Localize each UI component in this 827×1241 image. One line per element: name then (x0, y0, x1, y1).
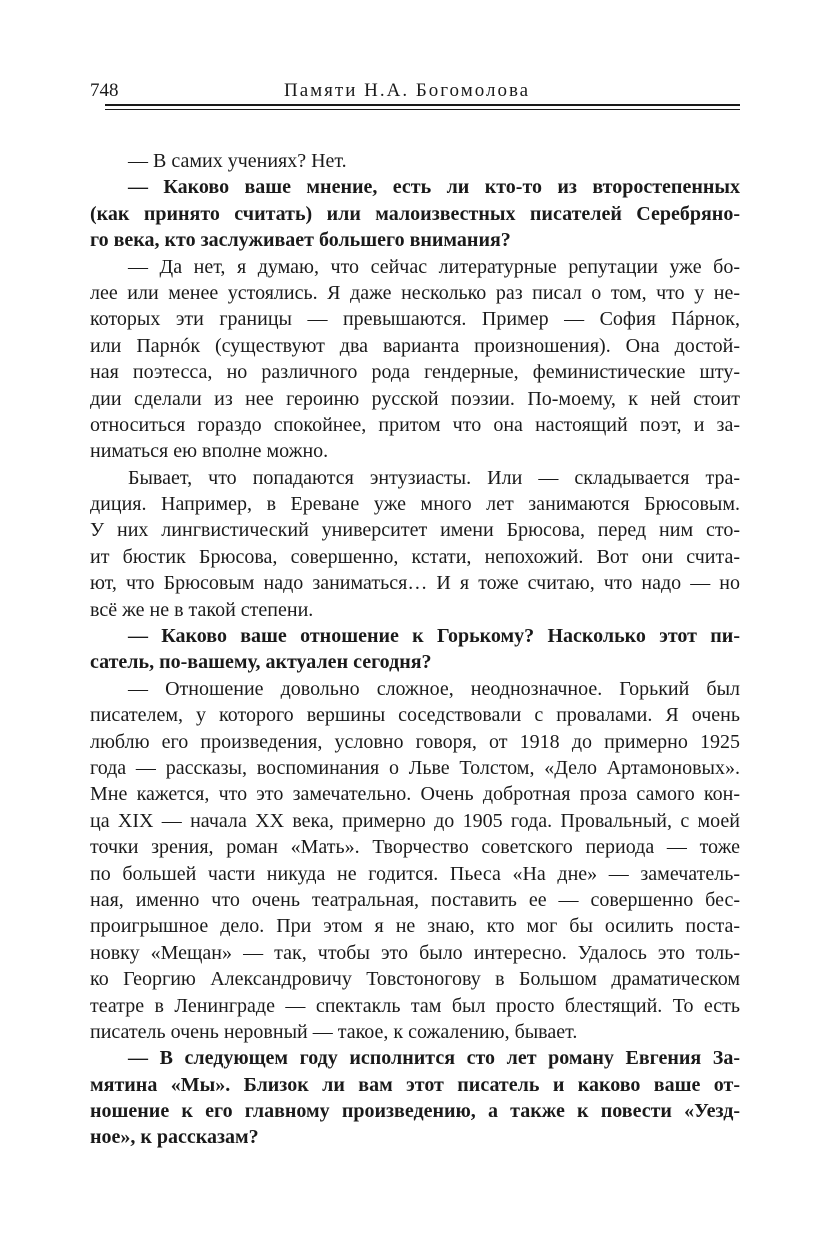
running-header (90, 80, 740, 102)
answer-line: ная, именно что очень театральная, поставить ее — совершенно бес- (90, 888, 740, 911)
header-rule-thick (105, 104, 740, 106)
answer-line: ца XIX — начала XX века, примерно до 1905 года. Провальный, с моей (90, 809, 740, 832)
question-line: сатель, по-вашему, актуален сегодня? (90, 651, 432, 674)
question-line: ношение к его главному произведению, а также к повести «Уезд- (90, 1100, 740, 1123)
answer-line: точки зрения, роман «Мать». Творчество советского периода — тоже (90, 836, 740, 859)
question-line: — Каково ваше отношение к Горькому? Насколько этот пи- (128, 625, 740, 648)
answer-line: — Да нет, я думаю, что сейчас литературные репутации уже бо- (128, 255, 740, 278)
answer-line: года — рассказы, воспоминания о Льве Толстом, «Дело Артамоновых». (90, 756, 740, 779)
answer-line: новку «Мещан» — так, чтобы это было интересно. Удалось это толь- (90, 941, 740, 964)
running-title: Памяти Н.А. Богомолова (284, 80, 531, 101)
answer-line: — Отношение довольно сложное, неоднозначное. Горький был (128, 677, 740, 700)
answer-line: — В самих учениях? Нет. (128, 150, 347, 172)
answer-line: диция. Например, в Ереване уже много лет занимаются Брюсовым. (90, 493, 740, 516)
header-rule-thin (105, 109, 740, 110)
answer-line: проигрышное дело. При этом я не знаю, кто мог бы осилить поста- (90, 915, 740, 938)
question-line: мятина «Мы». Близок ли вам этот писатель и каково ваше от- (90, 1073, 740, 1096)
answer-line: ко Георгию Александровичу Товстоногову в Большом драматическом (90, 968, 740, 991)
question-line: — Каково ваше мнение, есть ли кто-то из второстепенных (128, 176, 740, 199)
answer-line: У них лингвистический университет имени Брюсова, перед ним сто- (90, 519, 740, 542)
answer-line: ная поэтесса, но различного рода гендерные, феминистические шту- (90, 361, 740, 384)
page-number: 748 (90, 80, 119, 101)
answer-line: дии сделали из нее героиню русской поэзии. По-моему, к ней стоит (90, 387, 740, 410)
answer-line: по большей части никуда не годится. Пьеса «На дне» — замечатель- (90, 862, 740, 885)
answer-line: или Парнóк (существуют два варианта произношения). Она достой- (90, 334, 740, 357)
answer-line: которых эти границы — превышаются. Пример — София Пáрнок, (90, 308, 740, 331)
question-line: — В следующем году исполнится сто лет роману Евгения За- (128, 1047, 740, 1070)
answer-line: лее или менее устоялись. Я даже несколько раз писал о том, что у не- (90, 281, 740, 304)
question-line: (как принято считать) или малоизвестных писателей Серебряно- (90, 202, 740, 225)
answer-line: писателем, у которого вершины соседствовали с провалами. Я очень (90, 704, 740, 727)
answer-line: ют, что Брюсовым надо заниматься… И я тоже считаю, что надо — но (90, 572, 740, 595)
answer-line: театре в Ленинграде — спектакль там был просто блестящий. То есть (90, 994, 740, 1017)
answer-line: ниматься ею вполне можно. (90, 440, 329, 463)
answer-line: ит бюстик Брюсова, совершенно, кстати, непохожий. Вот они счита- (90, 545, 740, 568)
question-line: ное», к рассказам? (90, 1126, 259, 1149)
question-line: го века, кто заслуживает большего внимания? (90, 229, 511, 252)
answer-line: всё же не в такой степени. (90, 598, 314, 621)
answer-line: Бывает, что попадаются энтузиасты. Или — складывается тра- (128, 466, 740, 489)
answer-line: люблю его произведения, условно говоря, от 1918 до примерно 1925 (90, 730, 740, 753)
interview-text (90, 148, 740, 1151)
answer-line: писатель очень неровный — такое, к сожалению, бывает. (90, 1020, 578, 1043)
answer-line: относиться гораздо спокойнее, притом что она настоящий поэт, и за- (90, 413, 740, 436)
answer-line: Мне кажется, что это замечательно. Очень добротная проза самого кон- (90, 783, 740, 806)
